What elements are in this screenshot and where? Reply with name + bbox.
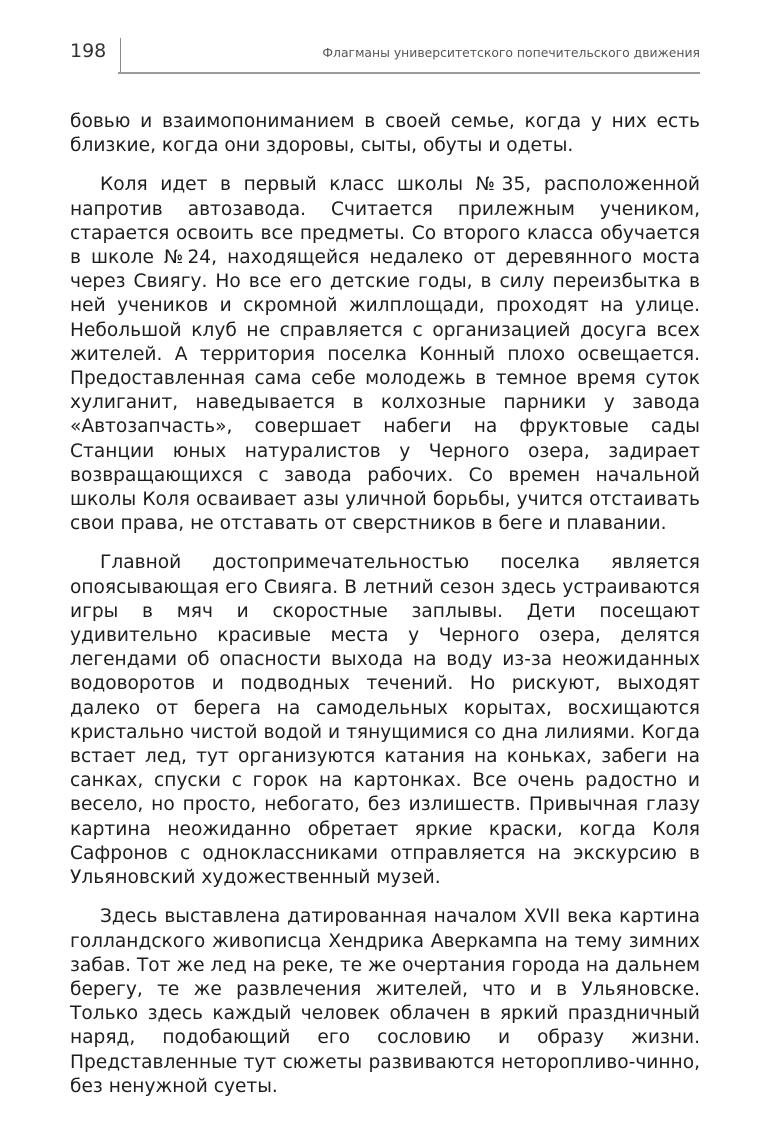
paragraph-kolya-school: Коля идет в первый класс школы №35, расположенной напротив автозавода. Считается прилежным учеником, старается освоить все предметы. Со второго класса обучается в школе №24, находящейся недалеко от деревянного моста через Свиягу. Но все его детские годы, в силу переизбытка в ней учеников и скромной жилплощади, проходят на улице. Небольшой клуб не справляется с организацией досуга всех жителей. А территория поселка Конный плохо освещается. Предоставленная сама себе молодежь в темное время суток хулиганит, наведывается в колхозные парники у завода «Автозапчасть», совершает набеги на фруктовые сады Станции юных натуралистов у Черного озера, задирает возвращающихся с завода рабочих. Со времен начальной школы Коля осваивает азы уличной борьбы, учится отстаивать свои права, не отставать от сверстников в беге и плавании. [70, 174, 700, 535]
paragraph-avercamp: Здесь выставлена датированная началом XVII века картина голландского живописца Хендрика Аверкампа на тему зимних забав. Тот же лед на реке, те же очертания города на дальнем берегу, те же развлечения жителей, что и в Ульяновске. Только здесь каждый человек облачен в яркий праздничный наряд, подобающий его сословию и образу жизни. Представленные тут сюжеты развиваются неторопливо-чинно, без ненужной суеты. [70, 906, 700, 1097]
page-header [70, 38, 700, 70]
header-rule [118, 72, 700, 74]
page-number: 198 [70, 40, 107, 62]
header-divider [120, 38, 121, 72]
body-text [70, 110, 700, 1099]
paragraph-sviyaga: Главной достопримечательностью поселка является опоясывающая его Свияга. В летний сезон здесь устраиваются игры в мяч и скоростные заплывы. Дети посещают удивительно красивые места у Черного озера, делятся легендами об опасности выхода на воду из-за неожиданных водоворотов и подводных течений. Но рискуют, выходят далеко от берега на самодельных корытах, восхищаются кристально чистой водой и тянущимися со дна лилиями. Когда встает лед, тут организуются катания на коньках, забеги на санках, спуски с горок на картонках. Все очень радостно и весело, но просто, небогато, без излишеств. Привычная глазу картина неожиданно обретает яркие краски, когда Коля Сафронов с одноклассниками отправляется на экскурсию в Ульяновский художественный музей. [70, 552, 700, 889]
paragraph-continued: бовью и взаимопониманием в своей семье, когда у них есть близкие, когда они здоровы, сыты, обуты и одеты. [70, 111, 700, 157]
running-head: Флагманы университетского попечительского движения [322, 45, 700, 60]
